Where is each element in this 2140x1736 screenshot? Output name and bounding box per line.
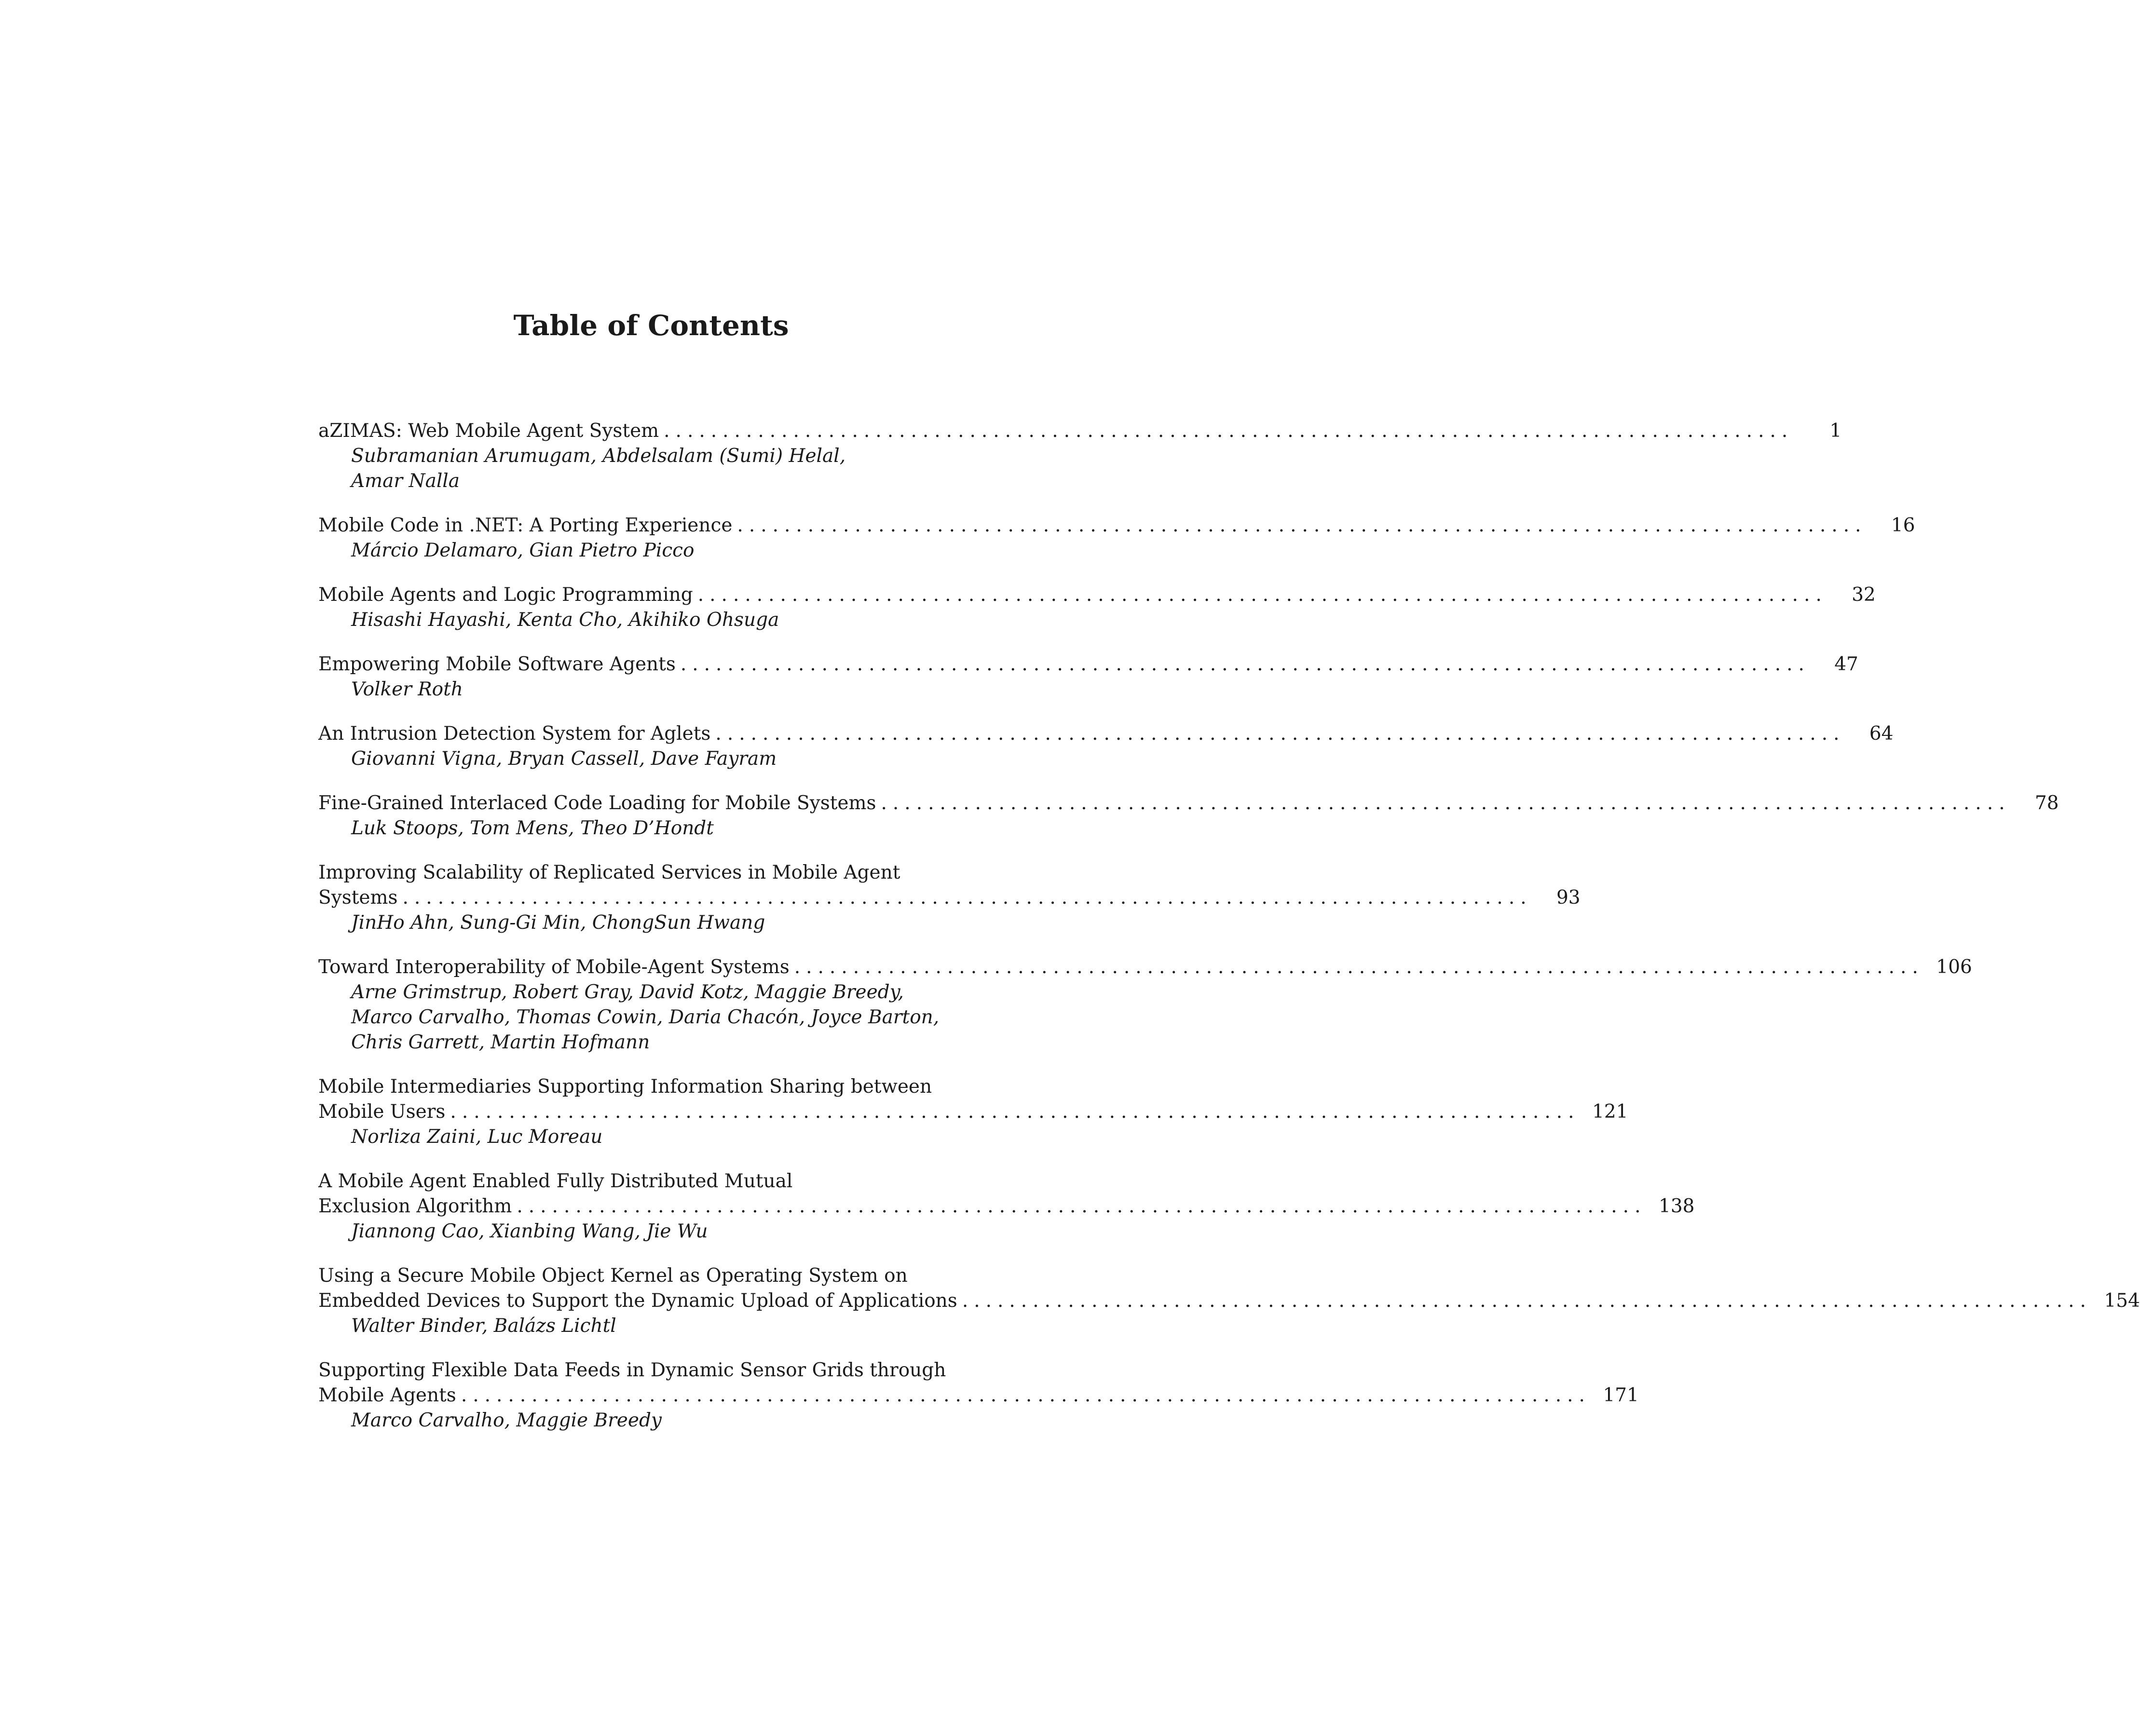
toc-title-line xyxy=(318,652,1858,677)
toc-title-line xyxy=(318,721,1894,746)
entry-title[interactable]: Fine-Grained Interlaced Code Loading for Mobile Systems xyxy=(318,792,876,814)
toc-title-line xyxy=(318,1383,1639,1408)
entry-authors: Arne Grimstrup, Robert Gray, David Kotz, Maggie Breedy, xyxy=(351,981,904,1003)
entry-authors: Márcio Delamaro, Gian Pietro Picco xyxy=(351,540,695,561)
toc-title-line xyxy=(318,1194,1695,1219)
entry-authors: Marco Carvalho, Maggie Breedy xyxy=(351,1410,662,1431)
entry-authors: Walter Binder, Balázs Lichtl xyxy=(351,1315,616,1337)
entry-title[interactable]: Mobile Intermediaries Supporting Information Sharing between xyxy=(318,1076,932,1098)
entry-title[interactable]: Embedded Devices to Support the Dynamic Upload of Applications xyxy=(318,1290,957,1312)
toc-title-line xyxy=(318,955,1972,980)
toc-entry[interactable] xyxy=(318,955,1972,1055)
entry-title[interactable]: Mobile Users xyxy=(318,1101,446,1123)
entry-title[interactable]: A Mobile Agent Enabled Fully Distributed Mutual xyxy=(318,1170,793,1192)
toc-entry[interactable] xyxy=(318,1074,1628,1150)
toc-entry[interactable] xyxy=(318,652,1858,702)
page-number[interactable]: 32 xyxy=(1852,584,1876,606)
dot-leader: ................................................................................................ xyxy=(697,584,1827,606)
toc-title-line xyxy=(318,419,1842,444)
toc-entry[interactable] xyxy=(318,860,1581,936)
toc-title-line xyxy=(318,1263,1018,1288)
entry-title[interactable]: Mobile Agents and Logic Programming xyxy=(318,584,693,606)
dot-leader: ................................................................................................ xyxy=(402,887,1532,909)
entry-authors: Luk Stoops, Tom Mens, Theo D’Hondt xyxy=(351,817,714,839)
dot-leader: ................................................................................................ xyxy=(517,1195,1647,1217)
entry-title[interactable]: Mobile Code in .NET: A Porting Experience xyxy=(318,515,733,536)
page-number[interactable]: 138 xyxy=(1659,1195,1695,1217)
page-number[interactable]: 16 xyxy=(1891,515,1915,536)
entry-title[interactable]: Improving Scalability of Replicated Services in Mobile Agent xyxy=(318,862,900,883)
page-number[interactable]: 47 xyxy=(1834,653,1858,675)
entry-authors: Marco Carvalho, Thomas Cowin, Daria Chacón, Joyce Barton, xyxy=(351,1006,940,1028)
page-number[interactable]: 64 xyxy=(1869,723,1894,745)
dot-leader: ................................................................................................ xyxy=(450,1101,1580,1123)
dot-leader: ................................................................................................ xyxy=(962,1290,2092,1312)
page-number[interactable]: 106 xyxy=(1936,956,1972,978)
page-number[interactable]: 171 xyxy=(1603,1384,1639,1406)
entry-authors: Hisashi Hayashi, Kenta Cho, Akihiko Ohsuga xyxy=(351,609,779,631)
entry-authors: Norliza Zaini, Luc Moreau xyxy=(351,1126,603,1148)
toc-entry[interactable] xyxy=(318,1358,1639,1433)
toc-entry[interactable] xyxy=(318,1263,2140,1339)
toc-entry[interactable] xyxy=(318,1169,1695,1244)
dot-leader: ................................................................................................ xyxy=(794,956,1924,978)
toc-title-line xyxy=(318,513,1915,538)
page-number[interactable]: 78 xyxy=(2034,792,2059,814)
entry-title[interactable]: Mobile Agents xyxy=(318,1384,456,1406)
entry-authors: JinHo Ahn, Sung-Gi Min, ChongSun Hwang xyxy=(351,912,765,934)
table-of-contents xyxy=(318,419,2140,1452)
toc-title-line xyxy=(318,791,2059,816)
entry-authors: Volker Roth xyxy=(351,678,463,700)
toc-entry[interactable] xyxy=(318,721,1894,772)
dot-leader: ................................................................................................ xyxy=(461,1384,1591,1406)
page-title: Table of Contents xyxy=(513,309,789,342)
entry-title[interactable]: aZIMAS: Web Mobile Agent System xyxy=(318,420,659,442)
toc-title-line xyxy=(318,1288,2140,1314)
toc-title-line xyxy=(318,583,1876,608)
entry-title[interactable]: Using a Secure Mobile Object Kernel as Operating System on xyxy=(318,1265,908,1287)
toc-title-line xyxy=(318,885,1581,910)
entry-title[interactable]: An Intrusion Detection System for Aglets xyxy=(318,723,711,745)
toc-title-line xyxy=(318,1074,1018,1099)
entry-authors: Jiannong Cao, Xianbing Wang, Jie Wu xyxy=(351,1221,708,1242)
toc-entry[interactable] xyxy=(318,513,1915,563)
page-number[interactable]: 121 xyxy=(1592,1101,1628,1123)
entry-title[interactable]: Supporting Flexible Data Feeds in Dynamic Sensor Grids through xyxy=(318,1359,946,1381)
toc-entry[interactable] xyxy=(318,583,1876,633)
entry-authors: Giovanni Vigna, Bryan Cassell, Dave Fayram xyxy=(351,748,777,770)
toc-entry[interactable] xyxy=(318,791,2059,841)
page-number[interactable]: 154 xyxy=(2104,1290,2140,1312)
dot-leader: ................................................................................................ xyxy=(680,653,1810,675)
page-number[interactable]: 1 xyxy=(1829,420,1842,442)
entry-title[interactable]: Empowering Mobile Software Agents xyxy=(318,653,676,675)
toc-title-line xyxy=(318,860,1018,885)
entry-authors: Amar Nalla xyxy=(351,470,460,492)
dot-leader: ................................................................................................ xyxy=(737,515,1867,536)
entry-authors: Chris Garrett, Martin Hofmann xyxy=(351,1031,650,1053)
toc-title-line xyxy=(318,1099,1628,1125)
dot-leader: ................................................................................................ xyxy=(664,420,1794,442)
toc-title-line xyxy=(318,1169,1018,1194)
dot-leader: ................................................................................................ xyxy=(881,792,2011,814)
toc-entry[interactable] xyxy=(318,419,1842,494)
page-number[interactable]: 93 xyxy=(1556,887,1581,909)
toc-title-line xyxy=(318,1358,1018,1383)
entry-title[interactable]: Exclusion Algorithm xyxy=(318,1195,512,1217)
dot-leader: ................................................................................................ xyxy=(715,723,1845,745)
entry-title[interactable]: Toward Interoperability of Mobile-Agent Systems xyxy=(318,956,790,978)
entry-title[interactable]: Systems xyxy=(318,887,398,909)
entry-authors: Subramanian Arumugam, Abdelsalam (Sumi) Helal, xyxy=(351,445,846,467)
